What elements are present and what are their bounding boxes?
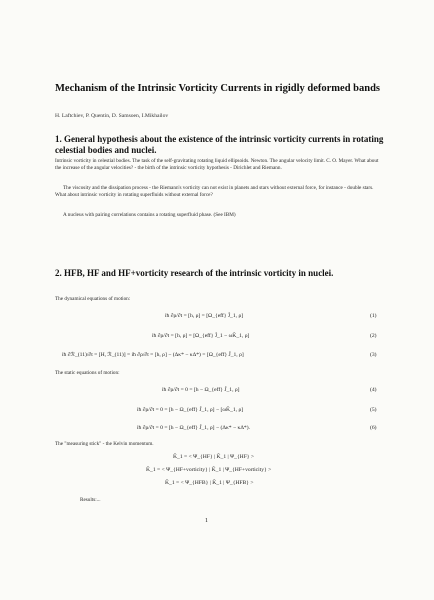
section-1-paragraph-2: The viscosity and the dissipation process - the Riemann's vorticity can not exist in planets and stars without external force, for instance - double stars. What about intrinsic vorticity in rotating superfluids without external force?	[55, 185, 374, 198]
section-1-paragraph-3: A nucleus with pairing correlations contains a rotating superfluid phase. (See IBM)	[63, 212, 236, 218]
equation-6: iħ ∂ρ/∂t = 0 = [h − Ω_{eff} Ĵ_1, ρ] − (Δκ* − κΔ*).	[137, 425, 250, 431]
equation-5: iħ ∂ρ/∂t = 0 = [h − Ω_{eff} Ĵ_1, ρ] − [ωK̂_1, ρ]	[137, 407, 244, 413]
results-text: Results:...	[80, 497, 101, 503]
equation-3: iħ ∂ℛ_(11)/∂t = [H, ℛ_(11)] = iħ ∂ρ/∂t = [h, ρ] − (Δκ* − κΔ*) = [Ω_{eff} Ĵ_1, ρ]	[62, 352, 244, 358]
dynamical-equations-intro: The dynamical equations of motion:	[55, 296, 131, 302]
equation-kelvin-hf-vorticity: K̂_1 = < Ψ_{HF+vorticity} | K̂_1 | Ψ_{HF+vorticity} >	[146, 467, 272, 473]
equation-4: iħ ∂ρ/∂t = 0 = [h − Ω_{eff} Ĵ_1, ρ]	[162, 387, 240, 393]
equation-6-number: (6)	[370, 425, 377, 431]
page-number: 1	[205, 518, 208, 524]
kelvin-momentum-intro: The "measuring stick" - the Kelvin momentum.	[55, 441, 154, 447]
static-equations-intro: The static equations of motion:	[55, 370, 120, 376]
section-1-heading: 1. General hypothesis about the existence of the intrinsic vorticity currents in rotating celestial bodies and nuclei.	[55, 134, 384, 155]
section-1-paragraph-1: Intrinsic vorticity in celestial bodies. The task of the self-gravitating rotating liquid ellipsoids. Newton. The angular velocity limit. C. O. Mayer. What about the increase of the angular velocities? - the birth of the intrinsic vorticity hypothesis - Dirichlet and Riemann.	[55, 158, 379, 171]
equation-2: iħ ∂ρ/∂t = [h, ρ] = [Ω_{eff} Ĵ_1 − ωK̂_1, ρ]	[152, 333, 250, 339]
equation-5-number: (5)	[370, 407, 377, 413]
equation-kelvin-hfb: K̂_1 = < Ψ_{HFB} | K̂_1 | Ψ_{HFB} >	[165, 480, 254, 486]
equation-1: iħ ∂ρ/∂t = [h, ρ] = [Ω_{eff} Ĵ_1, ρ]	[165, 313, 244, 319]
equation-kelvin-hf: K̂_1 = < Ψ_{HF} | K̂_1 | Ψ_{HF} >	[173, 454, 255, 460]
equation-1-number: (1)	[370, 313, 377, 319]
paper-authors: H. Laftchiev, P. Quentin, D. Samsoen, I.Mikhailov	[55, 113, 169, 119]
equation-3-number: (3)	[370, 352, 377, 358]
equation-4-number: (4)	[370, 387, 377, 393]
paper-title: Mechanism of the Intrinsic Vorticity Currents in rigidly deformed bands	[55, 83, 381, 94]
section-2-heading: 2. HFB, HF and HF+vorticity research of the intrinsic vorticity in nuclei.	[55, 268, 334, 278]
equation-2-number: (2)	[370, 333, 377, 339]
